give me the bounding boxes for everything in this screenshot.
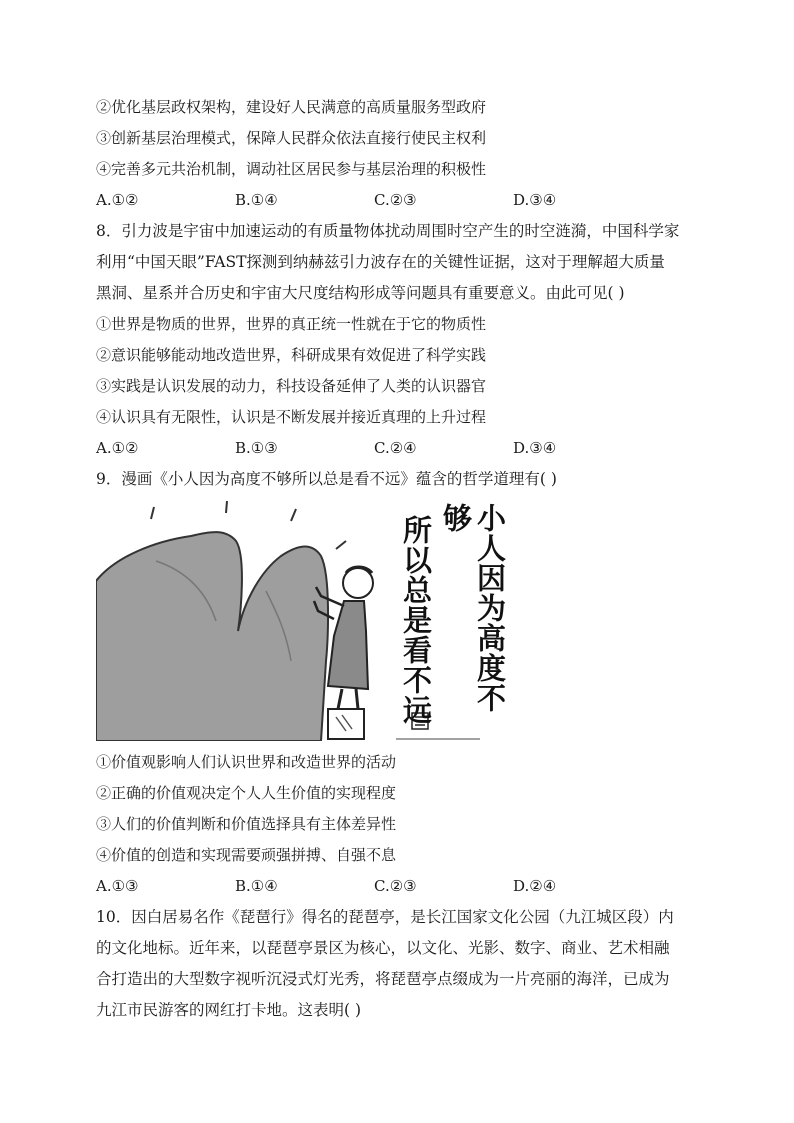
q8-stem-line-1: 8．引力波是宇宙中加速运动的有质量物体扰动周围时空产生的时空涟漪，中国科学家 xyxy=(96,222,680,240)
q7-option-b[interactable]: B.①④ xyxy=(235,191,278,209)
q9-statement-1: ①价值观影响人们认识世界和改造世界的活动 xyxy=(96,753,397,771)
q9-option-a[interactable]: A.①③ xyxy=(96,877,139,895)
q8-statement-2: ②意识能够能动地改造世界，科研成果有效促进了科学实践 xyxy=(96,346,487,364)
q7-option-a[interactable]: A.①② xyxy=(96,191,139,209)
q8-options xyxy=(96,433,706,464)
q9-cartoon xyxy=(96,501,507,741)
q7-option-c[interactable]: C.②③ xyxy=(374,191,417,209)
cartoon-caption-left: 所以总是看不远 xyxy=(399,515,433,725)
q7-statement-2: ②优化基层政权架构，建设好人民满意的高质量服务型政府 xyxy=(96,98,487,116)
q9-statement-2: ②正确的价值观决定个人人生价值的实现程度 xyxy=(96,784,397,802)
q9-options xyxy=(96,871,706,902)
q10-stem-line-2: 的文化地标。近年来，以琵琶亭景区为核心，以文化、光影、数字、商业、艺术相融 xyxy=(96,939,670,957)
q8-option-b[interactable]: B.①③ xyxy=(235,439,278,457)
cartoon-caption-right: 小人因为高度不够 xyxy=(439,503,507,713)
q8-statement-3: ③实践是认识发展的动力，科技设备延伸了人类的认识器官 xyxy=(96,377,487,395)
q8-option-a[interactable]: A.①② xyxy=(96,439,139,457)
q9-option-c[interactable]: C.②③ xyxy=(374,877,417,895)
q8-stem-line-2: 利用“中国天眼”FAST探测到纳赫兹引力波存在的关键性证据，这对于理解超大质量 xyxy=(96,253,665,271)
q9-statement-4: ④价值的创造和实现需要顽强拼搏、自强不息 xyxy=(96,846,397,864)
q7-statement-4: ④完善多元共治机制，调动社区居民参与基层治理的积极性 xyxy=(96,160,487,178)
q9-option-d[interactable]: D.②④ xyxy=(513,877,557,895)
q8-statement-4: ④认识具有无限性，认识是不断发展并接近真理的上升过程 xyxy=(96,408,487,426)
q9-stem-line-1: 9．漫画《小人因为高度不够所以总是看不远》蕴含的哲学道理有( ) xyxy=(96,470,557,488)
q8-option-d[interactable]: D.③④ xyxy=(513,439,557,457)
q7-statement-3: ③创新基层治理模式，保障人民群众依法直接行使民主权利 xyxy=(96,129,487,147)
q7-option-d[interactable]: D.③④ xyxy=(513,191,557,209)
q10-stem-line-3: 合打造出的大型数字视听沉浸式灯光秀，将琵琶亭点缀成为一片亮丽的海洋，已成为 xyxy=(96,970,670,988)
q8-option-c[interactable]: C.②④ xyxy=(374,439,417,457)
q8-statement-1: ①世界是物质的世界，世界的真正统一性就在于它的物质性 xyxy=(96,315,487,333)
q9-statement-3: ③人们的价值判断和价值选择具有主体差异性 xyxy=(96,815,397,833)
q7-options xyxy=(96,185,706,216)
exam-page xyxy=(96,92,706,1026)
q9-option-b[interactable]: B.①④ xyxy=(235,877,278,895)
q10-stem-line-1: 10．因白居易名作《琵琶行》得名的琵琶亭，是长江国家文化公园（九江城区段）内 xyxy=(96,908,674,926)
q10-stem-line-4: 九江市民游客的网红打卡地。这表明( ) xyxy=(96,1001,362,1019)
q8-stem-line-3: 黑洞、星系并合历史和宇宙大尺度结构形成等问题具有重要意义。由此可见( ) xyxy=(96,284,625,302)
